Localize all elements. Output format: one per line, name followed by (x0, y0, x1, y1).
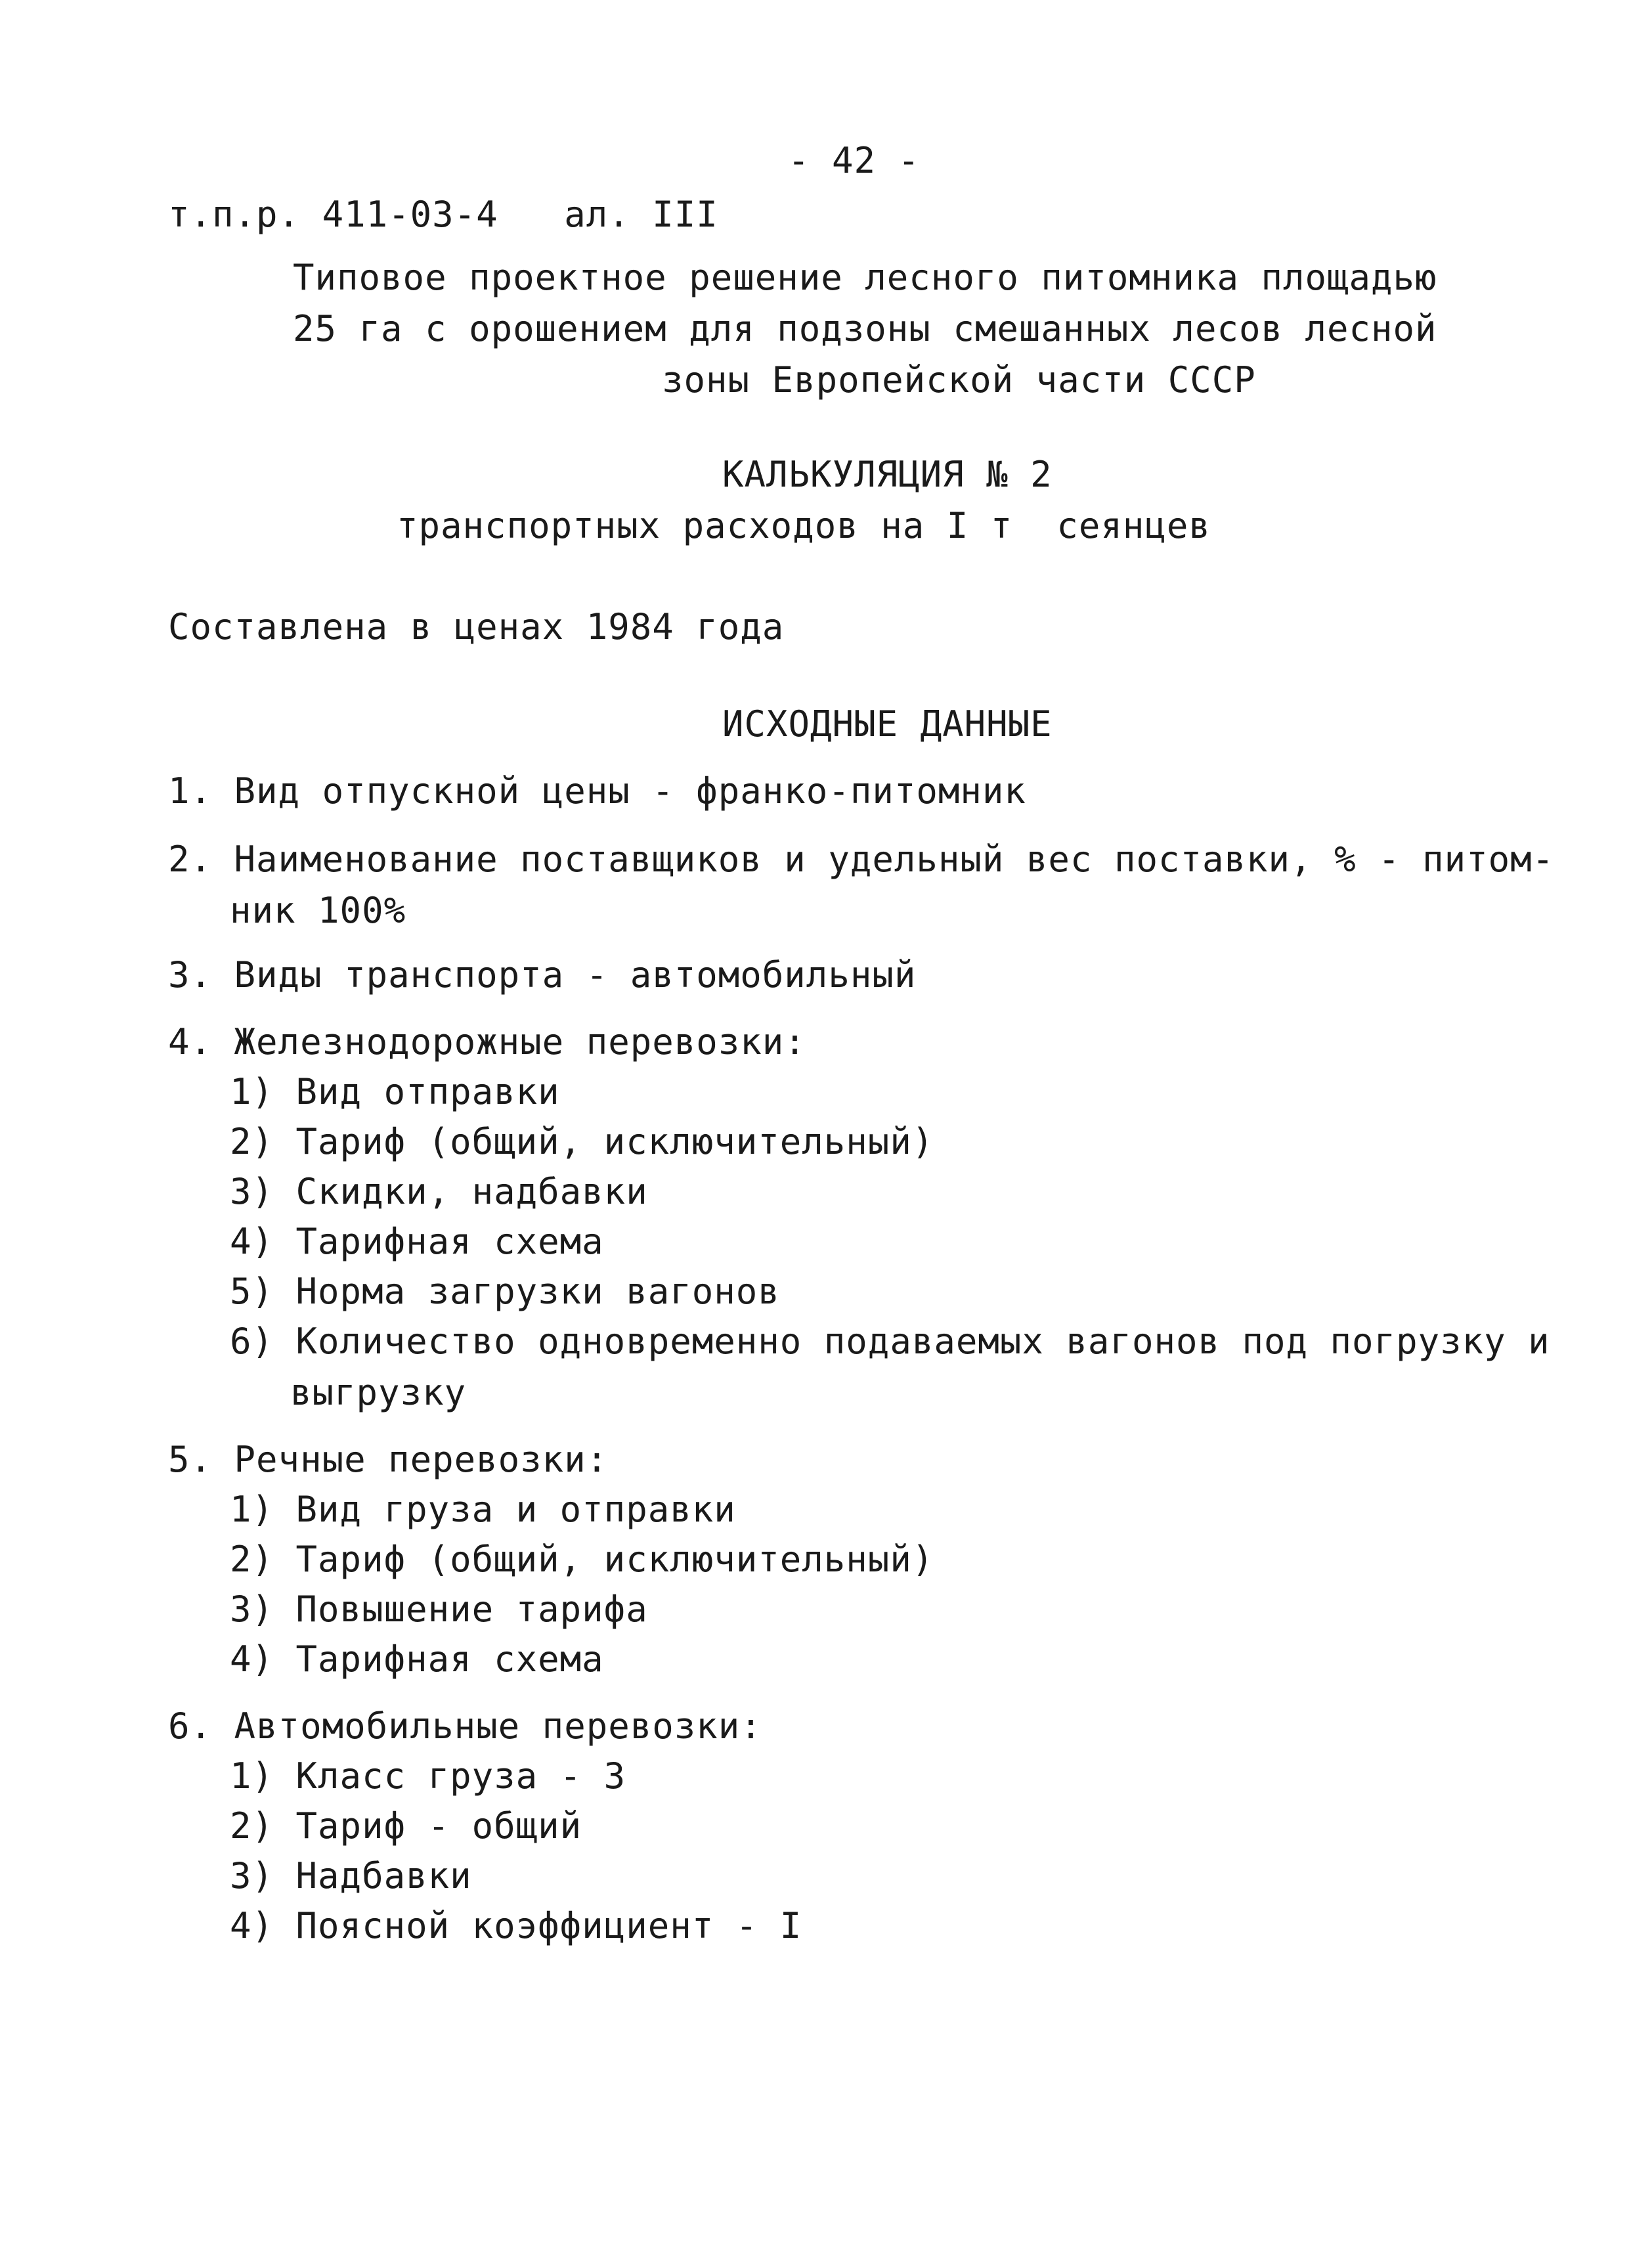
list-subitem: 4) Поясной коэффициент - I (230, 1905, 802, 1946)
calc-subtitle: транспортных расходов на I т сеянцев (397, 505, 1211, 546)
heading-line-2: 25 га с орошением для подзоны смешанных лесов лесной (293, 308, 1437, 349)
list-subitem: 1) Вид груза и отправки (230, 1489, 736, 1530)
list-subitem: 3) Надбавки (230, 1855, 472, 1896)
list-item: ник 100% (230, 890, 406, 931)
list-subitem: выгрузку (290, 1372, 467, 1413)
list-subitem: 1) Вид отправки (230, 1071, 560, 1112)
doc-code: т.п.р. 411-03-4 ал. III (168, 194, 718, 235)
source-title: ИСХОДНЫЕ ДАННЫЕ (722, 703, 1053, 745)
list-item: 2. Наименование поставщиков и удельный вес поставки, % - питом- (168, 839, 1555, 880)
list-item: 5. Речные перевозки: (168, 1439, 609, 1480)
list-subitem: 3) Повышение тарифа (230, 1589, 648, 1630)
list-subitem: 2) Тариф - общий (230, 1805, 582, 1847)
list-subitem: 2) Тариф (общий, исключительный) (230, 1121, 934, 1162)
list-item: 4. Железнодорожные перевозки: (168, 1021, 806, 1063)
list-subitem: 4) Тарифная схема (230, 1221, 604, 1262)
heading-line-3: зоны Европейской части СССР (662, 359, 1256, 401)
list-subitem: 5) Норма загрузки вагонов (230, 1271, 780, 1312)
list-item: 3. Виды транспорта - автомобильный (168, 954, 917, 996)
heading-line-1: Типовое проектное решение лесного питомника площадью (293, 257, 1437, 298)
list-item: 6. Автомобильные перевозки: (168, 1705, 762, 1747)
list-subitem: 2) Тариф (общий, исключительный) (230, 1539, 934, 1580)
compiled-note: Составлена в ценах 1984 года (168, 606, 785, 647)
list-subitem: 3) Скидки, надбавки (230, 1171, 648, 1212)
page-number: - 42 - (788, 140, 921, 181)
list-item: 1. Вид отпускной цены - франко-питомник (168, 770, 1026, 812)
list-subitem: 1) Класс груза - 3 (230, 1755, 626, 1797)
list-subitem: 6) Количество одновременно подаваемых вагонов под погрузку и (230, 1321, 1550, 1362)
list-subitem: 4) Тарифная схема (230, 1638, 604, 1680)
calc-title: КАЛЬКУЛЯЦИЯ № 2 (722, 454, 1053, 495)
